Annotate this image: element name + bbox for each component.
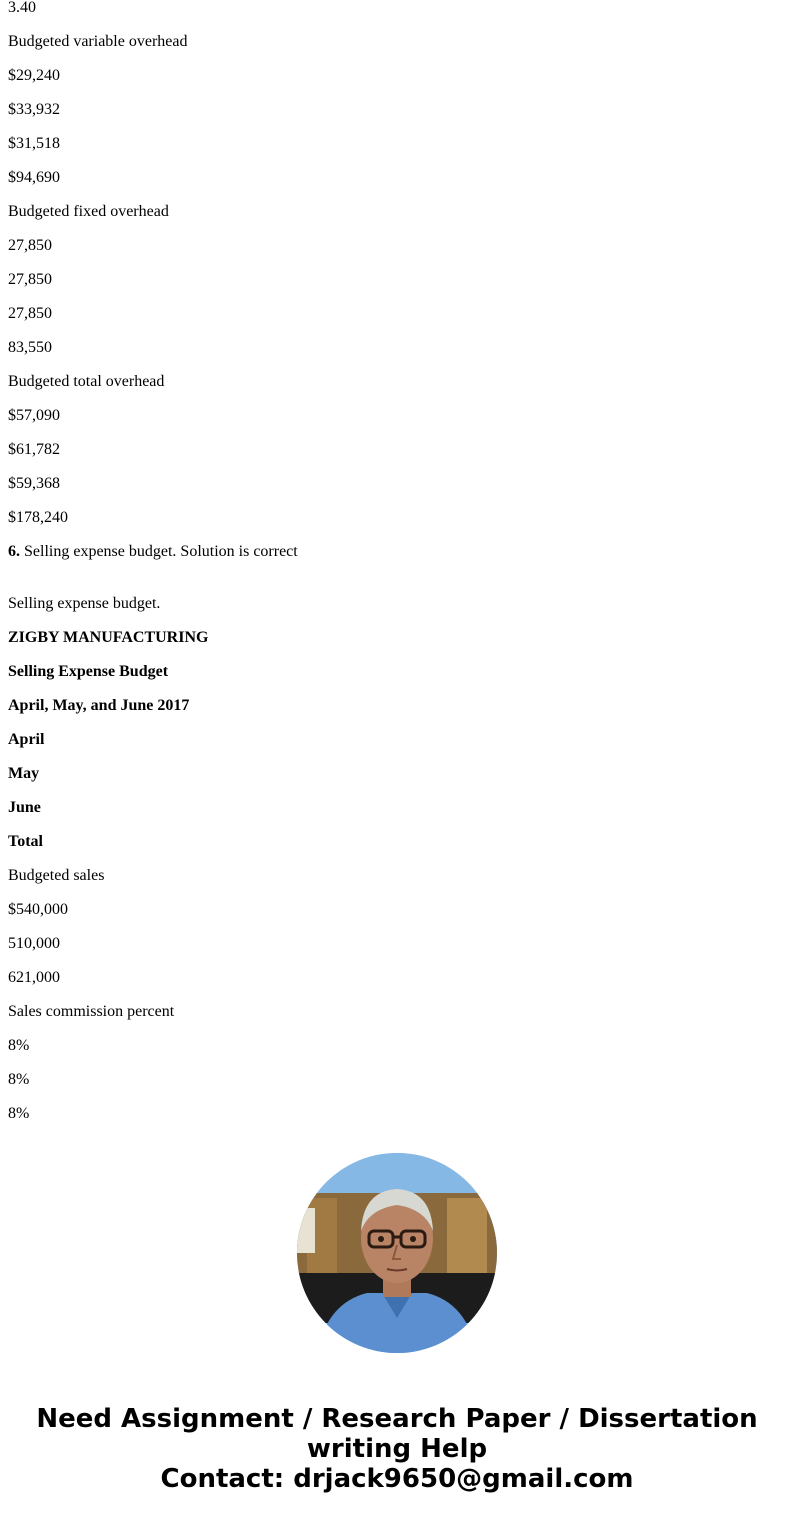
value-text: 8% (8, 1105, 30, 1122)
document-body (8, 0, 786, 1139)
value-text: $178,240 (8, 509, 68, 526)
value-text: 510,000 (8, 935, 60, 952)
author-photo (297, 1153, 497, 1353)
column-header: Total (8, 833, 43, 850)
value-text: 27,850 (8, 305, 52, 322)
value-text: 621,000 (8, 969, 60, 986)
company-name: ZIGBY MANUFACTURING (8, 629, 209, 646)
promo-contact: Contact: drjack9650@gmail.com (160, 1464, 634, 1494)
row-label: Budgeted sales (8, 867, 105, 884)
value-text: $61,782 (8, 441, 60, 458)
section-title: Selling expense budget. Solution is correct (20, 543, 298, 560)
column-header: May (8, 765, 40, 782)
value-text: 83,550 (8, 339, 52, 356)
value-text: $59,368 (8, 475, 60, 492)
value-text: $29,240 (8, 67, 60, 84)
value-text: $33,932 (8, 101, 60, 118)
section-intro: Selling expense budget. (8, 595, 161, 612)
column-header: April (8, 731, 45, 748)
portrait-image (297, 1153, 497, 1353)
section-heading (8, 543, 786, 561)
value-text: 8% (8, 1071, 30, 1088)
row-label: Budgeted variable overhead (8, 33, 188, 50)
promo-banner (0, 1404, 794, 1494)
column-header: June (8, 799, 41, 816)
value-text: $540,000 (8, 901, 68, 918)
row-label: Sales commission percent (8, 1003, 175, 1020)
row-label: Budgeted total overhead (8, 373, 165, 390)
value-text: $94,690 (8, 169, 60, 186)
section-number: 6. (8, 543, 20, 560)
value-text: $57,090 (8, 407, 60, 424)
value-text: 27,850 (8, 271, 52, 288)
value-text: 27,850 (8, 237, 52, 254)
value-text: $31,518 (8, 135, 60, 152)
budget-period: April, May, and June 2017 (8, 697, 190, 714)
promo-line: writing Help (306, 1434, 488, 1464)
value-text: 3.40 (8, 0, 36, 16)
row-label: Budgeted fixed overhead (8, 203, 169, 220)
budget-title: Selling Expense Budget (8, 663, 169, 680)
value-text: 8% (8, 1037, 30, 1054)
promo-line: Need Assignment / Research Paper / Dissertation (36, 1404, 758, 1434)
